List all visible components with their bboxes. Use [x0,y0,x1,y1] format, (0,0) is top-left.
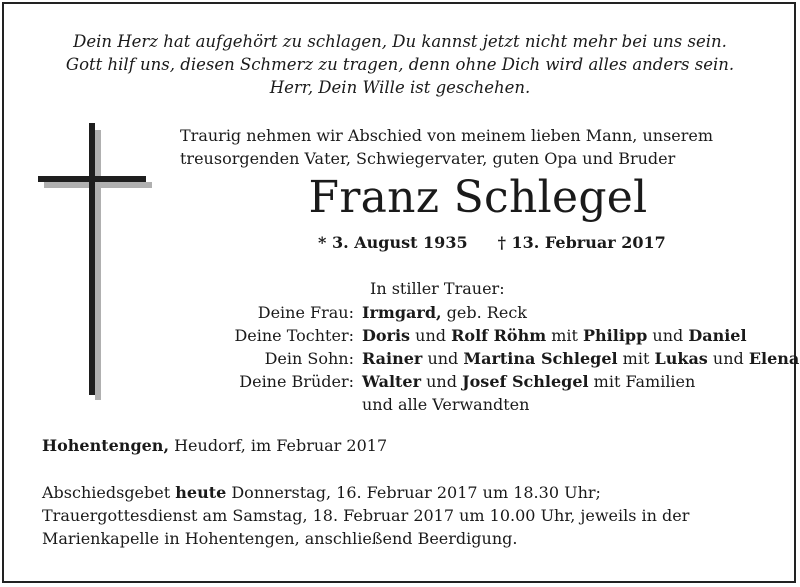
mourner-name: Elena [748,349,800,368]
mourner-label: Deine Tochter: [234,326,354,345]
mourner-connector: mit [617,349,655,368]
poem-line: Herr, Dein Wille ist geschehen. [269,78,531,97]
mourner-connector: und [421,372,463,391]
deceased-name: Franz Schlegel [308,172,648,223]
mourner-name: Daniel [688,326,747,345]
poem [0,30,800,99]
mourner-name: Rainer [362,349,423,368]
mourner-names [362,349,799,368]
place-rest: Heudorf, im Februar 2017 [169,436,388,455]
mourner-name: Martina Schlegel [463,349,618,368]
mourner-name: Lukas [654,349,708,368]
intro-text [180,124,713,170]
life-dates [318,233,666,252]
cross-icon [89,123,95,395]
mourner-names [362,395,529,414]
mourner-row [160,301,799,324]
mourner-name: Doris [362,326,411,345]
mourner-names [362,303,527,322]
mourner-row [160,370,799,393]
mourners-list [160,301,799,416]
mourner-label: Deine Brüder: [239,372,354,391]
mourner-name: Rolf Röhm [451,326,547,345]
intro-line: treusorgenden Vater, Schwiegervater, guten Opa und Bruder [180,149,676,168]
mourner-name: Josef Schlegel [462,372,589,391]
service-text: Donnerstag, 16. Februar 2017 um 18.30 Uhr; [226,483,601,502]
mourner-connector: mit Familien [588,372,696,391]
birth-date: * 3. August 1935 [318,233,468,252]
mourner-connector: und [647,326,689,345]
service-info [42,481,689,550]
mourner-label: Dein Sohn: [264,349,354,368]
intro-line: Traurig nehmen wir Abschied von meinem lieben Mann, unserem [180,126,714,145]
mourner-row [160,393,799,416]
mourner-row [160,324,799,347]
mourner-names [362,326,747,345]
mourner-connector: mit [546,326,584,345]
place-date [42,436,387,455]
poem-line: Dein Herz hat aufgehört zu schlagen, Du kannst jetzt nicht mehr bei uns sein. [73,32,727,51]
mourner-label: Deine Frau: [257,303,354,322]
poem-line: Gott hilf uns, diesen Schmerz zu tragen, denn ohne Dich wird alles anders sein. [65,55,735,74]
mourner-name: Irmgard, [362,303,442,322]
mourner-connector: geb. Reck [441,303,527,322]
service-line: Marienkapelle in Hohentengen, anschließend Beerdigung. [42,529,518,548]
mourner-connector: und [422,349,464,368]
mourner-name: Philipp [583,326,648,345]
mourner-name: Walter [362,372,422,391]
service-line [42,481,689,504]
mourner-row [160,347,799,370]
mourning-intro: In stiller Trauer: [370,279,505,298]
mourner-connector: und alle Verwandten [362,395,530,414]
service-line: Trauergottesdienst am Samstag, 18. Februar 2017 um 10.00 Uhr, jeweils in der [42,506,690,525]
place-bold: Hohentengen, [42,436,170,455]
service-text: Abschiedsgebet [42,483,176,502]
mourner-connector: und [707,349,749,368]
mourner-names [362,372,695,391]
death-date: † 13. Februar 2017 [497,233,666,252]
service-today: heute [175,483,227,502]
mourner-connector: und [410,326,452,345]
